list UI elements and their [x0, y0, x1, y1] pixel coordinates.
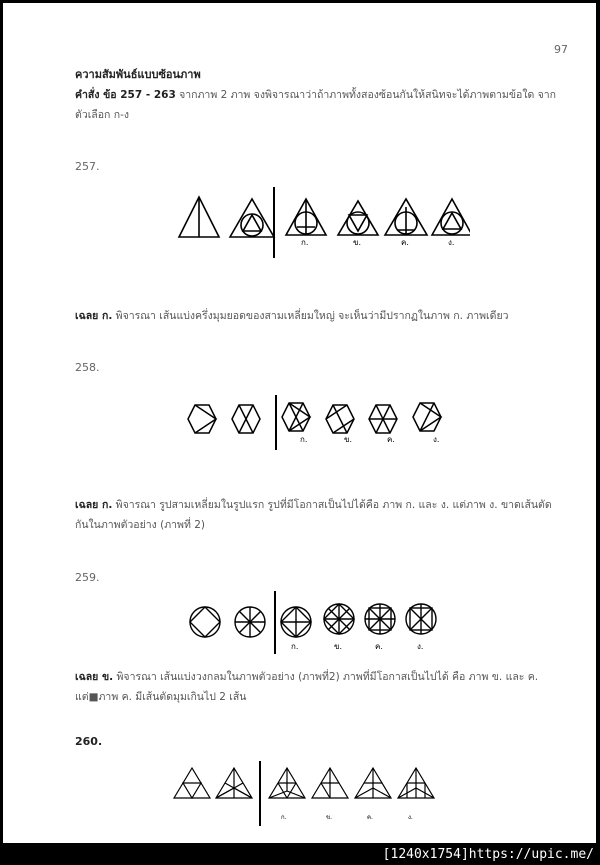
instruction-text: จากภาพ 2 ภาพ จงพิจารณาว่าถ้าภาพทั้งสองซ้อนกันให้สนิทจะได้ภาพตามข้อใด จากตัวเลือก ก-ง	[75, 89, 557, 121]
choice-label: ค.	[401, 238, 409, 247]
choice-label: ก.	[301, 238, 309, 247]
choice-label: ง.	[448, 238, 455, 247]
question-number-258: 258.	[75, 361, 100, 374]
page-number: 97	[554, 43, 568, 56]
instruction	[75, 85, 565, 125]
choice-label: ก.	[291, 642, 299, 651]
choice-label: ค.	[387, 435, 395, 444]
answer-label: เฉลย ก.	[75, 499, 113, 511]
choice-label: ก.	[300, 435, 308, 444]
choice-label: ข.	[344, 435, 353, 444]
answer-text: พิจารณา เส้นแบ่งครึ่งมุมยอดของสามเหลี่ยมใหญ่ จะเห็นว่ามีปรากฏในภาพ ก. ภาพเดียว	[112, 310, 509, 322]
choice-label: ค.	[375, 642, 383, 651]
answer-257	[75, 306, 565, 326]
answer-text: พิจารณา เส้นแบ่งวงกลมในภาพตัวอย่าง (ภาพที่2) ภาพที่มีโอกาสเป็นไปได้ คือ ภาพ ข. และ ค. แต่■ภาพ ค. มีเส้นตัดมุมเกินไป 2 เส้น	[75, 671, 539, 703]
answer-label: เฉลย ก.	[75, 310, 113, 322]
figure-258	[183, 395, 463, 450]
choice-label: ค.	[367, 814, 373, 821]
question-number-257: 257.	[75, 160, 100, 173]
choice-label: ง.	[433, 435, 440, 444]
figure-257	[175, 185, 470, 260]
document-page	[3, 3, 596, 843]
choice-label: ข.	[353, 238, 362, 247]
answer-label: เฉลย ข.	[75, 671, 114, 683]
watermark-bar	[0, 843, 600, 865]
answer-258	[75, 495, 565, 535]
choice-label: ข.	[334, 642, 343, 651]
instruction-label: คำสั่ง ข้อ 257 - 263	[75, 89, 176, 101]
section-title: ความสัมพันธ์แบบซ้อนภาพ	[75, 68, 201, 81]
choice-label: ข.	[326, 814, 333, 821]
answer-text: พิจารณา รูปสามเหลี่ยมในรูปแรก รูปที่มีโอกาสเป็นไปได้คือ ภาพ ก. และ ง. แต่ภาพ ง. ขาดเส้นตัดกันในภาพตัวอย่าง (ภาพที่ 2)	[75, 499, 552, 531]
choice-label: ง.	[408, 814, 413, 821]
question-number-259: 259.	[75, 571, 100, 584]
question-number-260: 260.	[75, 735, 103, 748]
choice-label: ง.	[417, 642, 424, 651]
figure-259	[183, 589, 453, 659]
watermark-link[interactable]: [1240x1754]https://upic.me/	[382, 847, 594, 862]
answer-259	[75, 667, 565, 707]
choice-label: ก.	[281, 814, 287, 821]
figure-260	[171, 761, 461, 831]
